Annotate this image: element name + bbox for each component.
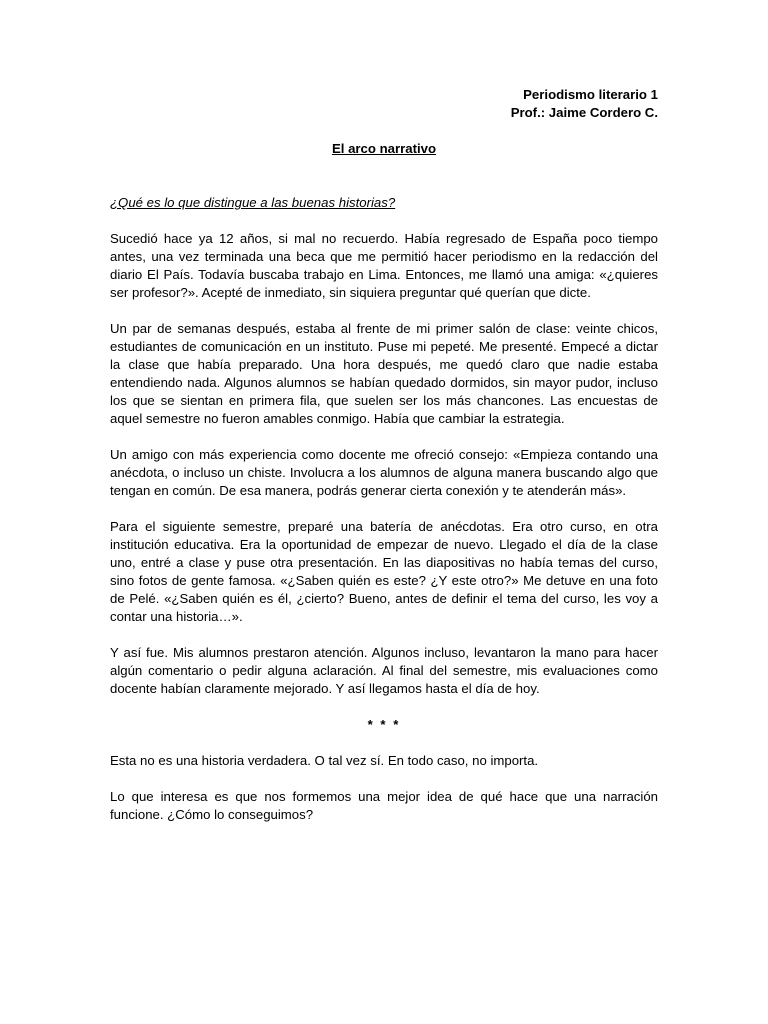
professor-name: Prof.: Jaime Cordero C. — [510, 105, 658, 120]
paragraph-1: Sucedió hace ya 12 años, si mal no recuerdo. Había regresado de España poco tiempo antes, una vez terminada una beca que me permitió hacer periodismo en la redacción del diario El País. Todavía buscaba trabajo en Lima. Entonces, me llamó una amiga: «¿quieres ser profesor?». Acepté de inmediato, sin siquiera preguntar qué querían que dicte. — [110, 231, 658, 300]
closing-paragraph-1: Esta no es una historia verdadera. O tal vez sí. En todo caso, no importa. — [110, 753, 539, 768]
section-separator: * * * — [367, 717, 401, 732]
paragraph-5: Y así fue. Mis alumnos prestaron atención. Algunos incluso, levantaron la mano para hacer algún comentario o pedir alguna aclaración. Al final del semestre, mis evaluaciones como docente habían claramente mejorado. Y así llegamos hasta el día de hoy. — [110, 645, 658, 696]
closing-paragraph-2: Lo que interesa es que nos formemos una mejor idea de qué hace que una narración funcione. ¿Cómo lo conseguimos? — [110, 789, 658, 822]
lead-question: ¿Qué es lo que distingue a las buenas historias? — [110, 195, 396, 210]
course-name: Periodismo literario 1 — [523, 87, 658, 102]
paragraph-4: Para el siguiente semestre, preparé una batería de anécdotas. Era otro curso, en otra institución educativa. Era la oportunidad de empezar de nuevo. Llegado el día de la clase uno, entré a clase y puse otra presentación. En las diapositivas no había temas del curso, sino fotos de gente famosa. «¿Saben quién es este? ¿Y este otro?» Me detuve en una foto de Pelé. «¿Saben quién es él, ¿cierto? Bueno, antes de definir el tema del curso, les voy a contar una historia…». — [110, 519, 658, 624]
document-title: El arco narrativo — [331, 141, 437, 156]
paragraph-3: Un amigo con más experiencia como docente me ofreció consejo: «Empieza contando una anécdota, o incluso un chiste. Involucra a los alumnos de alguna manera buscando algo que tengan en común. De esa manera, podrás generar cierta conexión y te atenderán más». — [110, 447, 658, 498]
document-header — [110, 86, 658, 122]
paragraph-2: Un par de semanas después, estaba al frente de mi primer salón de clase: veinte chicos, estudiantes de comunicación en un instituto. Puse mi pepeté. Me presenté. Empecé a dictar la clase que había preparado. Una hora después, me quedó claro que nadie estaba entendiendo nada. Algunos alumnos se habían quedado dormidos, sin mayor pudor, incluso los que se sientan en primera fila, que suelen ser los más chancones. Las encuestas de aquel semestre no fueron amables conmigo. Había que cambiar la estrategia. — [110, 321, 658, 426]
